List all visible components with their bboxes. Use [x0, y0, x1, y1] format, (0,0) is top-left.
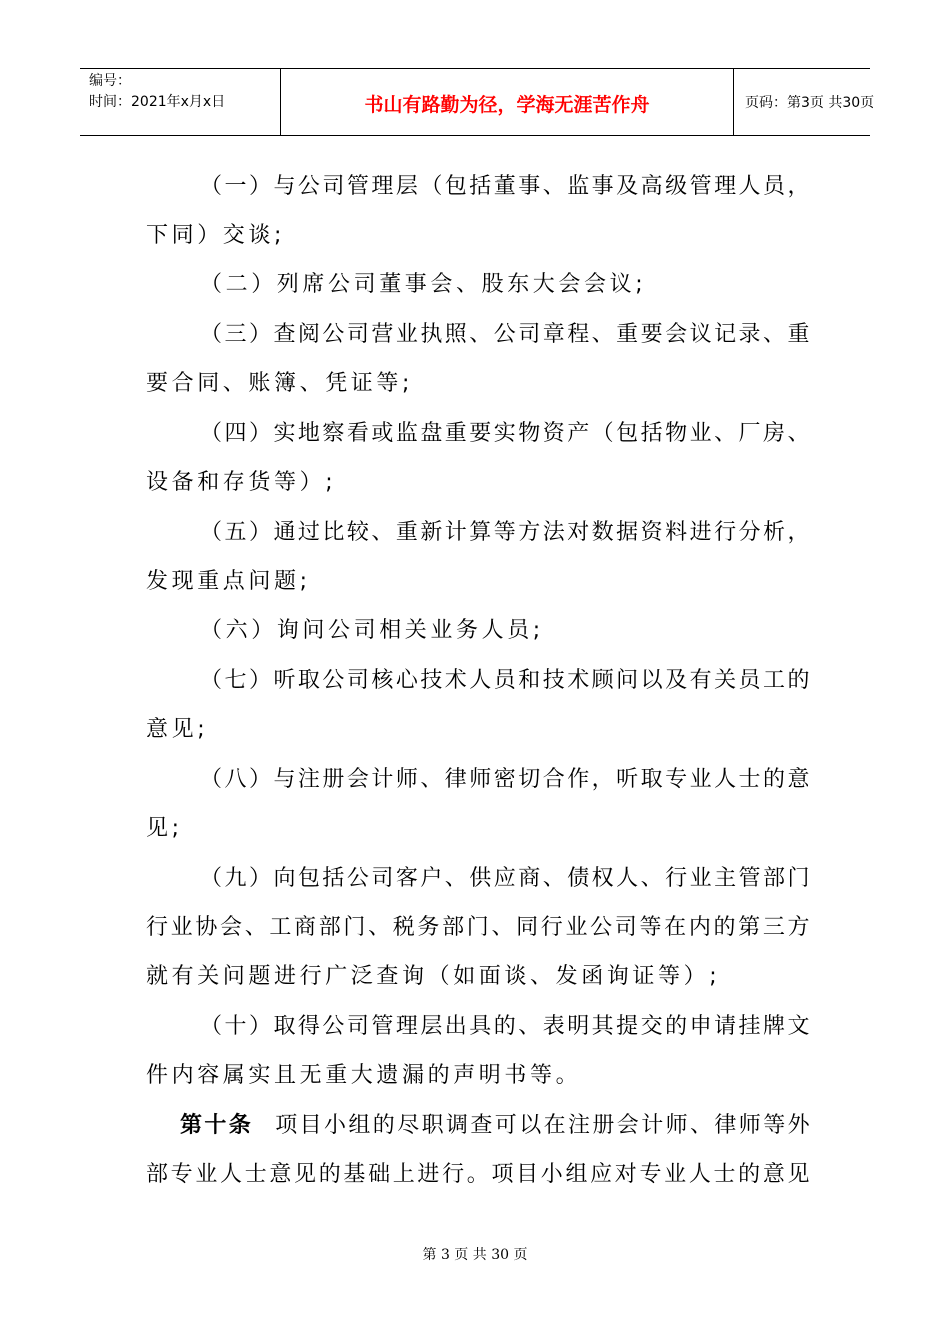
header-meta-cell: [80, 69, 281, 135]
body-line: （十）取得公司管理层出具的、表明其提交的申请挂牌文: [200, 1014, 813, 1039]
article-title: 第十条: [180, 1113, 254, 1138]
body-line: （七）听取公司核心技术人员和技术顾问以及有关员工的: [200, 668, 813, 693]
page-footer: 第 3 页 共 30 页: [422, 1247, 528, 1263]
header-motto: 书山有路勤为径，学海无涯苦作舟: [364, 94, 650, 116]
body-line: 意见;: [146, 717, 209, 742]
document-number-label: 编号：: [89, 73, 131, 89]
body-line: 行业协会、工商部门、税务部门、同行业公司等在内的第三方: [146, 915, 813, 940]
body-line: 就有关问题进行广泛查询（如面谈、发函询证等）;: [146, 964, 721, 989]
body-line: （四）实地察看或监盘重要实物资产（包括物业、厂房、: [200, 421, 813, 446]
body-line: 设备和存货等）;: [146, 470, 337, 495]
body-line: （六）询问公司相关业务人员;: [200, 618, 544, 643]
body-line: 件内容属实且无重大遗漏的声明书等。: [146, 1063, 582, 1088]
article-continuation: 部专业人士意见的基础上进行。项目小组应对专业人士的意见: [146, 1162, 813, 1187]
body-line: 下同）交谈;: [146, 223, 286, 248]
body-line: 见;: [146, 816, 183, 841]
body-line: （八）与注册会计师、律师密切合作，听取专业人士的意: [200, 767, 813, 792]
body-line: 发现重点问题;: [146, 569, 311, 594]
body-line: （五）通过比较、重新计算等方法对数据资料进行分析，: [200, 520, 813, 545]
body-line: （三）查阅公司营业执照、公司章程、重要会议记录、重: [200, 322, 813, 347]
header-page-info: 页码：第3页 共30页: [745, 95, 875, 111]
body-line: 要合同、账簿、凭证等;: [146, 371, 414, 396]
header-motto-cell: [281, 69, 734, 135]
article-text: 项目小组的尽职调查可以在注册会计师、律师等外: [275, 1113, 813, 1138]
body-line: （一）与公司管理层（包括董事、监事及高级管理人员，: [200, 174, 813, 199]
body-line: （二）列席公司董事会、股东大会会议;: [200, 272, 647, 297]
page-header: [80, 68, 875, 136]
document-time-label: 时间：2021年x月x日: [89, 94, 226, 110]
body-line: （九）向包括公司客户、供应商、债权人、行业主管部门: [200, 866, 813, 891]
article-ten-line: [180, 1111, 812, 1141]
header-page-cell: [734, 69, 875, 135]
